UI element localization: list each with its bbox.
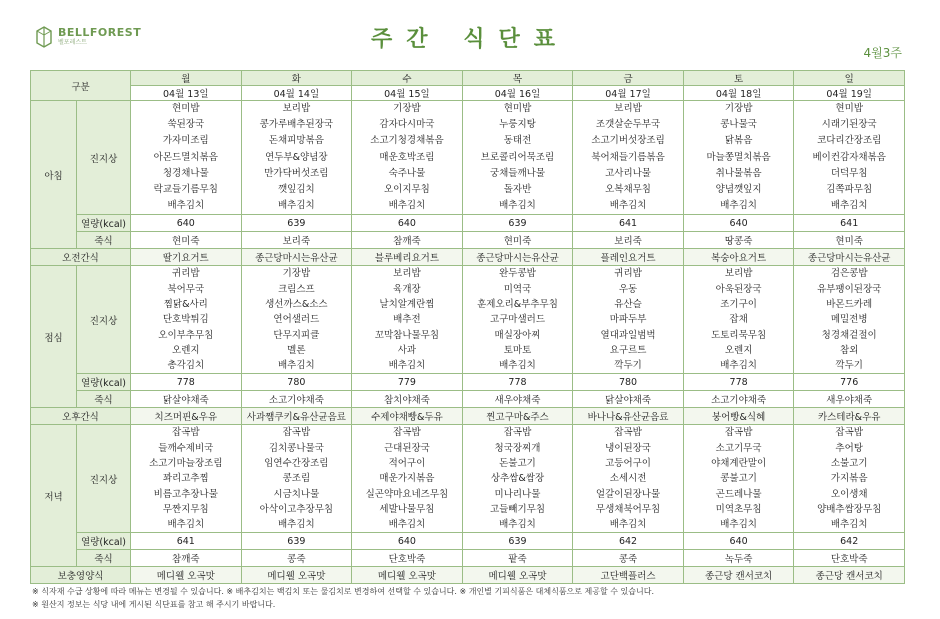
menu-item: 가지볶음 [830,473,868,485]
menu-item: 잡곡밥 [614,427,642,439]
main-course-label: 진지상 [77,266,131,374]
menu-item: 연두부&양념장 [265,151,328,163]
porridge-cell: 소고기야채죽 [683,391,794,408]
menu-item: 배추김치 [720,360,757,372]
pm_snack-cell: 수제야채빵&두유 [352,408,463,425]
menu-item: 잡곡밥 [393,427,421,439]
menu-cell [794,266,905,374]
am_snack-cell: 종근당마시는유산균 [241,249,352,266]
menu-item: 누룽지탕 [499,119,536,131]
menu-item: 브로콜리어묵조림 [480,151,555,163]
brand-subname: 벨포레스트 [58,39,87,46]
menu-item: 북어무국 [167,283,205,295]
menu-cell [241,425,352,533]
menu-item: 마파두부 [609,314,647,326]
kcal-cell: 778 [131,374,242,391]
am_snack-cell: 종근당마시는유산균 [462,249,573,266]
menu-item: 단무지피클 [273,329,320,341]
pm_snack-row [31,408,905,425]
menu-cell [683,266,794,374]
menu-item: 배추김치 [167,519,205,531]
menu-item: 바몬드카레 [826,298,873,310]
porridge-cell: 팥죽 [462,550,573,567]
menu-item: 락교들기름무침 [153,183,218,195]
dinner-porridge-row [31,550,905,567]
supplement-cell: 메디웰 오곡맛 [462,567,573,584]
menu-item: 조기구이 [720,298,757,310]
am_snack-label: 오전간식 [31,249,131,266]
menu-item: 미역초무침 [715,503,762,515]
menu-item: 기장밥 [282,268,311,280]
menu-item: 김쪽파무침 [826,183,873,195]
menu-item: 궁채들깨나물 [489,167,546,179]
porridge-cell: 새우야채죽 [794,391,905,408]
menu-item: 쑥된장국 [167,119,205,131]
menu-item: 근대된장국 [383,442,430,454]
menu-item: 토마토 [503,344,532,356]
kcal-cell: 640 [683,215,794,232]
menu-item: 아욱된장국 [715,283,762,295]
menu-item: 귀리밥 [172,268,200,280]
menu-item: 열대과일범벅 [600,329,656,341]
date-header: 04월 18일 [683,86,794,101]
breakfast-main-row [31,101,905,215]
menu-item: 배추김치 [388,519,426,531]
menu-item: 배추김치 [278,519,315,531]
pm_snack-label: 오후간식 [31,408,131,425]
menu-item: 잡곡밥 [172,427,200,439]
porridge-cell: 땅콩죽 [683,232,794,249]
supplement-row [31,567,905,584]
supplement-cell: 메디웰 오곡맛 [352,567,463,584]
menu-item: 무생채북어무침 [595,503,661,515]
menu-item: 도토리묵무침 [711,329,767,341]
porridge-cell: 현미죽 [131,232,242,249]
kcal-cell: 640 [352,533,463,550]
date-header: 04월 19일 [794,86,905,101]
breakfast-kcal-row [31,215,905,232]
kcal-cell: 641 [794,215,905,232]
menu-item: 소고기청경채볶음 [370,135,444,147]
menu-item: 고사리나물 [605,167,651,179]
supplement-cell: 종근당 캔서코치 [794,567,905,584]
menu-item: 추어탕 [835,442,863,454]
date-header: 04월 16일 [462,86,573,101]
menu-item: 콩나물국 [720,119,757,131]
menu-item: 고구마샐러드 [489,314,546,326]
pm_snack-cell: 붕어빵&식혜 [683,408,794,425]
menu-cell [794,425,905,533]
pm_snack-cell: 치즈머핀&우유 [131,408,242,425]
am_snack-row [31,249,905,266]
menu-cell [241,266,352,374]
menu-item: 배추김치 [830,200,868,212]
am_snack-cell: 종근당마시는유산균 [794,249,905,266]
menu-item: 배추김치 [499,200,536,212]
menu-item: 시금치나물 [273,488,320,500]
supplement-cell: 고단백플러스 [573,567,684,584]
menu-item: 콩조림 [282,473,311,485]
porridge-cell: 닭살야채죽 [131,391,242,408]
menu-item: 멜론 [287,344,306,356]
porridge-cell: 보리죽 [573,232,684,249]
date-header: 04월 14일 [241,86,352,101]
menu-item: 배추김치 [609,519,647,531]
menu-item: 생선까스&소스 [265,298,328,310]
menu-item: 아삭이고추장무침 [259,503,334,515]
kcal-cell: 776 [794,374,905,391]
menu-item: 깻잎김치 [278,183,315,195]
menu-item: 완두콩밥 [499,268,536,280]
menu-item: 현미밥 [835,103,863,114]
menu-item: 단호박튀김 [162,314,209,326]
menu-item: 깍두기 [614,360,642,372]
menu-item: 상추쌈&쌈장 [490,473,545,485]
menu-item: 시래기된장국 [821,119,877,131]
menu-item: 총각김치 [167,360,205,372]
kcal-cell: 642 [573,533,684,550]
menu-item: 얼갈이된장나물 [595,488,661,500]
menu-item: 참외 [840,344,859,356]
menu-cell [352,101,463,215]
menu-item: 돈채피망볶음 [268,135,324,147]
kcal-cell: 780 [241,374,352,391]
menu-cell [241,101,352,215]
menu-item: 더덕무침 [830,167,868,179]
menu-item: 콩가루배추된장국 [259,119,334,131]
lunch-main-row [31,266,905,374]
kcal-cell: 778 [462,374,573,391]
menu-item: 동태전 [503,135,532,147]
menu-item: 돈불고기 [499,457,536,469]
kcal-cell: 642 [794,533,905,550]
menu-item: 훈제오리&부추무침 [477,298,558,310]
menu-item: 만가닥버섯조림 [264,167,329,179]
porridge-cell: 새우야채죽 [462,391,573,408]
menu-item: 깍두기 [835,360,863,372]
menu-cell [462,101,573,215]
porridge-cell: 참깨죽 [352,232,463,249]
menu-item: 미역국 [503,283,532,295]
am_snack-cell: 플레인요거트 [573,249,684,266]
menu-item: 청국장찌개 [494,442,541,454]
dinner-main-row [31,425,905,533]
menu-item: 소고기마늘장조림 [149,457,223,469]
menu-item: 가자미조림 [162,135,209,147]
menu-item: 배추김치 [609,200,647,212]
menu-item: 잡곡밥 [503,427,532,439]
menu-item: 현미밥 [172,103,200,114]
porridge-cell: 녹두죽 [683,550,794,567]
menu-item: 무짠지무침 [162,503,209,515]
menu-cell [683,425,794,533]
menu-item: 육개장 [393,283,421,295]
menu-item: 실곤약마요네즈무침 [365,488,449,500]
porridge-cell: 소고기야채죽 [241,391,352,408]
day-header: 목 [462,71,573,86]
porridge-label: 죽식 [77,391,131,408]
menu-item: 잡곡밥 [282,427,311,439]
menu-item: 요구르트 [609,344,647,356]
menu-item: 닭볶음 [724,135,753,147]
day-header: 금 [573,71,684,86]
menu-cell [683,101,794,215]
menu-item: 기장밥 [393,103,421,114]
menu-item: 조갯살순두부국 [595,119,661,131]
porridge-cell: 단호박죽 [352,550,463,567]
group-label: 구분 [31,71,131,101]
menu-item: 베이컨감자채볶음 [812,151,886,163]
kcal-cell: 639 [462,215,573,232]
menu-table [30,70,905,584]
date-header: 04월 17일 [573,86,684,101]
menu-item: 배추김치 [278,360,315,372]
porridge-cell: 참깨죽 [131,550,242,567]
menu-item: 배추전 [393,314,421,326]
pm_snack-cell: 찐고구마&주스 [462,408,573,425]
week-label: 4월3주 [863,46,902,60]
footnote: ※ 식자재 수급 상황에 따라 메뉴는 변경될 수 있습니다. ※ 배추김치는 백김치 또는 물김치로 변경하여 선택할 수 있습니다. ※ 개인별 기피식품은 대체식품으로 제공할 수 있습니다. [32,587,654,596]
breakfast-porridge-row [31,232,905,249]
supplement-cell: 종근당 캔서코치 [683,567,794,584]
porridge-cell: 단호박죽 [794,550,905,567]
date-header: 04월 13일 [131,86,242,101]
menu-item: 비름고추장나물 [153,488,218,500]
menu-item: 배추김치 [499,360,536,372]
menu-item: 들깨수제비국 [158,442,214,454]
menu-item: 매실장아찌 [494,329,541,341]
menu-item: 적어구이 [388,457,426,469]
am_snack-cell: 블루베리요거트 [352,249,463,266]
menu-item: 고들빼기무침 [489,503,546,515]
menu-item: 오이지무침 [383,183,430,195]
menu-item: 북어채들기름볶음 [591,151,665,163]
menu-item: 유부팽이된장국 [817,283,882,295]
menu-item: 곤드레나물 [715,488,762,500]
menu-item: 배추김치 [388,360,426,372]
main-course-label: 진지상 [77,425,131,533]
supplement-label: 보충영양식 [31,567,131,584]
menu-item: 배추김치 [388,200,426,212]
menu-cell [462,266,573,374]
footnotes [32,585,654,611]
porridge-cell: 보리죽 [241,232,352,249]
menu-item: 잡채 [729,314,748,326]
main-course-label: 진지상 [77,101,131,215]
menu-item: 귀리밥 [614,268,642,280]
menu-item: 배추김치 [720,200,757,212]
day-header: 일 [794,71,905,86]
menu-cell [131,425,242,533]
menu-item: 잡곡밥 [724,427,753,439]
kcal-cell: 640 [352,215,463,232]
menu-item: 배추김치 [720,519,757,531]
kcal-label: 열량(kcal) [77,374,131,391]
menu-item: 매운호박조림 [379,151,435,163]
menu-item: 메밀전병 [830,314,868,326]
footnote: ※ 원산지 정보는 식당 내에 게시된 식단표를 참고 해 주시기 바랍니다. [32,600,276,609]
menu-item: 보리밥 [724,268,753,280]
menu-item: 오렌지 [172,344,200,356]
date-header: 04월 15일 [352,86,463,101]
kcal-cell: 780 [573,374,684,391]
lunch-label: 점심 [31,266,77,408]
menu-item: 사과 [397,344,417,356]
kcal-label: 열량(kcal) [77,533,131,550]
menu-item: 마늘쫑멸치볶음 [706,151,771,163]
menu-item: 양배추쌈장무침 [817,503,882,515]
menu-cell [573,266,684,374]
supplement-cell: 메디웰 오곡맛 [131,567,242,584]
menu-cell [794,101,905,215]
day-row [31,71,905,86]
pm_snack-cell: 사과쨈쿠키&유산균음료 [241,408,352,425]
menu-item: 연어샐러드 [273,314,320,326]
menu-item: 보리밥 [393,268,421,280]
page-title: 주간 식단표 [371,27,569,52]
menu-item: 야채계란말이 [711,457,767,469]
menu-item: 오이부추무침 [158,329,214,341]
menu-cell [462,425,573,533]
kcal-cell: 639 [241,533,352,550]
menu-item: 찜닭&사리 [163,298,208,310]
breakfast-label: 아침 [31,101,77,249]
day-header: 월 [131,71,242,86]
menu-item: 돌자반 [503,183,532,195]
am_snack-cell: 복숭아요거트 [683,249,794,266]
date-row [31,86,905,101]
day-header: 화 [241,71,352,86]
menu-item: 날치알계란찜 [379,298,435,310]
menu-item: 배추김치 [830,519,868,531]
kcal-cell: 641 [573,215,684,232]
pm_snack-cell: 카스테라&우유 [794,408,905,425]
menu-item: 오복채무침 [605,183,651,195]
am_snack-cell: 딸기요거트 [131,249,242,266]
kcal-cell: 640 [683,533,794,550]
menu-item: 배추김치 [167,200,205,212]
menu-item: 현미밥 [503,103,532,114]
porridge-cell: 콩죽 [241,550,352,567]
menu-item: 크림스프 [278,283,315,295]
menu-cell [573,101,684,215]
porridge-cell: 콩죽 [573,550,684,567]
kcal-cell: 778 [683,374,794,391]
menu-item: 취나물볶음 [715,167,762,179]
menu-item: 오렌지 [724,344,753,356]
menu-item: 보리밥 [614,103,642,114]
menu-cell [131,266,242,374]
menu-item: 배추김치 [278,200,315,212]
menu-item: 냉이된장국 [605,442,651,454]
menu-item: 소고기버섯장조림 [591,135,665,147]
menu-item: 아몬드멸치볶음 [153,151,218,163]
kcal-cell: 639 [462,533,573,550]
menu-item: 소불고기 [830,457,868,469]
menu-item: 김치콩나물국 [268,442,324,454]
menu-item: 기장밥 [724,103,753,114]
menu-cell [352,425,463,533]
menu-item: 고등어구이 [605,457,651,469]
porridge-cell: 현미죽 [794,232,905,249]
lunch-porridge-row [31,391,905,408]
dinner-label: 저녁 [31,425,77,567]
dinner-kcal-row [31,533,905,550]
porridge-cell: 닭살야채죽 [573,391,684,408]
menu-item: 우동 [618,283,638,295]
day-header: 토 [683,71,794,86]
menu-item: 미나리나물 [494,488,541,500]
kcal-cell: 641 [131,533,242,550]
pm_snack-cell: 바나나&유산균음료 [573,408,684,425]
menu-item: 세발나물무침 [379,503,435,515]
menu-cell [131,101,242,215]
menu-item: 배추김치 [499,519,536,531]
menu-item: 숙주나물 [388,167,426,179]
kcal-cell: 639 [241,215,352,232]
menu-item: 코다리간장조림 [817,135,882,147]
kcal-label: 열량(kcal) [77,215,131,232]
menu-item: 소세시전 [609,473,647,485]
menu-item: 임연수간장조림 [264,457,329,469]
menu-item: 양념깻잎지 [715,183,762,195]
menu-item: 꽈리고추찜 [162,473,209,485]
porridge-cell: 현미죽 [462,232,573,249]
lunch-kcal-row [31,374,905,391]
menu-cell [573,425,684,533]
kcal-cell: 779 [352,374,463,391]
menu-item: 소고기무국 [715,442,762,454]
day-header: 수 [352,71,463,86]
supplement-cell: 메디웰 오곡맛 [241,567,352,584]
porridge-label: 죽식 [77,550,131,567]
menu-item: 콩불고기 [720,473,757,485]
menu-item: 청경채나물 [162,167,209,179]
porridge-label: 죽식 [77,232,131,249]
kcal-cell: 640 [131,215,242,232]
menu-item: 보리밥 [282,103,311,114]
menu-item: 감자다시마국 [379,119,435,131]
menu-item: 오이생채 [830,488,868,500]
menu-item: 청경채겉절이 [821,329,877,341]
menu-item: 매운가지볶음 [379,473,435,485]
brand-name: BELLFOREST [58,26,142,39]
menu-item: 꼬막참나물무침 [374,329,440,341]
menu-item: 유산슬 [614,298,642,310]
menu-item: 검은콩밥 [830,268,868,280]
menu-item: 잡곡밥 [835,427,863,439]
porridge-cell: 참치야채죽 [352,391,463,408]
menu-cell [352,266,463,374]
